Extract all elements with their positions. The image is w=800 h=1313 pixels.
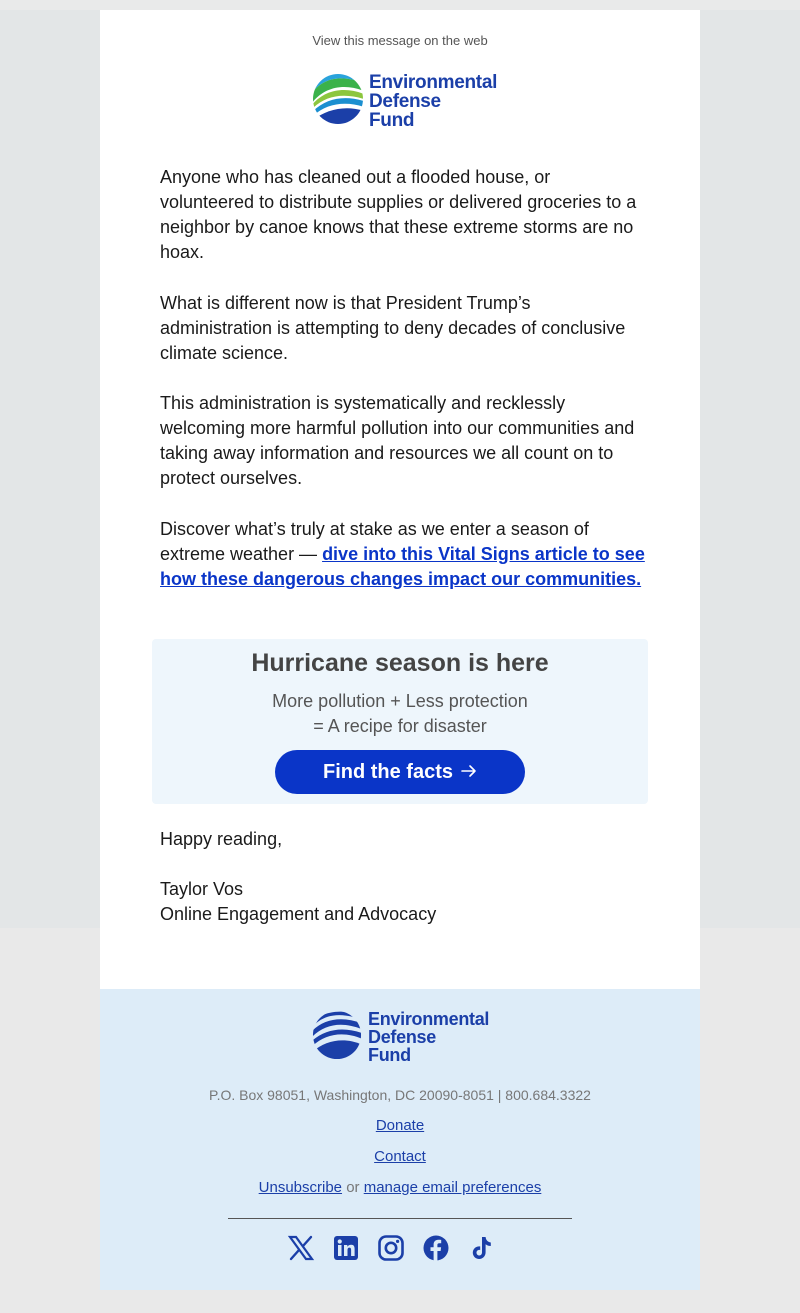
unsubscribe-link[interactable]: Unsubscribe: [258, 1179, 343, 1196]
hurricane-callout: [152, 639, 648, 804]
arrow-right-icon: [461, 764, 477, 778]
signoff-greeting: Happy reading,: [160, 829, 283, 849]
contact-link[interactable]: Contact: [374, 1148, 426, 1165]
footer-divider: [228, 1218, 572, 1219]
footer-logo-line-1: Environmental: [368, 1009, 490, 1029]
paragraph-1: Anyone who has cleaned out a flooded house, or volunteered to distribute supplies or delivered groceries to a neighbor by canoe knows that these extreme storms are no hoax.: [160, 167, 637, 262]
callout-subtitle: [152, 689, 648, 739]
callout-title: Hurricane season is here: [251, 649, 549, 677]
find-the-facts-button[interactable]: [275, 750, 525, 794]
logo-line-3: Fund: [369, 110, 415, 131]
manage-preferences-link[interactable]: manage email preferences: [363, 1179, 542, 1196]
x-icon[interactable]: [287, 1234, 315, 1262]
email-card: [100, 10, 700, 989]
or-text: or: [346, 1179, 360, 1196]
footer-address: P.O. Box 98051, Washington, DC 20090-8051 | 800.684.3322: [209, 1087, 591, 1103]
footer-logo-text: [368, 1010, 489, 1064]
paragraph-4: [160, 517, 645, 592]
vital-signs-article-link[interactable]: dive into this Vital Signs article to see how these dangerous changes impact our communities.: [160, 544, 645, 589]
callout-line-2: = A recipe for disaster: [313, 716, 487, 736]
footer-logo-mark-icon: [312, 1010, 362, 1060]
donate-row: [100, 1117, 700, 1134]
footer-edf-logo[interactable]: [312, 1009, 492, 1065]
instagram-icon[interactable]: [377, 1234, 405, 1262]
find-the-facts-label: Find the facts: [322, 761, 453, 783]
subscription-row: [100, 1179, 700, 1196]
social-links: [285, 1234, 495, 1264]
signoff-name: Taylor Vos: [160, 879, 244, 899]
view-on-web-link[interactable]: View this message on the web: [312, 33, 488, 48]
tiktok-icon[interactable]: [467, 1234, 495, 1262]
logo-line-2: Defense: [369, 91, 441, 112]
email-footer: [100, 989, 700, 1290]
contact-row: [100, 1148, 700, 1165]
top-strip: [0, 0, 800, 10]
paragraph-4-lead: Discover what’s truly at stake as we enter a season of extreme weather —: [160, 519, 589, 564]
callout-line-1: More pollution + Less protection: [272, 691, 528, 711]
logo-line-1: Environmental: [369, 72, 498, 93]
paragraph-3: This administration is systematically and recklessly welcoming more harmful pollution into our communities and taking away information and resources we all count on to protect ourselves.: [160, 393, 635, 488]
edf-logo[interactable]: [312, 73, 502, 129]
donate-link[interactable]: Donate: [375, 1117, 425, 1134]
edf-logo-text: [369, 73, 497, 130]
paragraph-2: What is different now is that President Trump’s administration is attempting to deny decades of conclusive climate science.: [160, 293, 626, 363]
facebook-icon[interactable]: [422, 1234, 450, 1262]
edf-logo-mark-icon: [312, 73, 364, 125]
signoff-title: Online Engagement and Advocacy: [160, 904, 437, 924]
footer-logo-line-3: Fund: [368, 1045, 411, 1065]
footer-logo-line-2: Defense: [368, 1027, 436, 1047]
linkedin-icon[interactable]: [332, 1234, 360, 1262]
